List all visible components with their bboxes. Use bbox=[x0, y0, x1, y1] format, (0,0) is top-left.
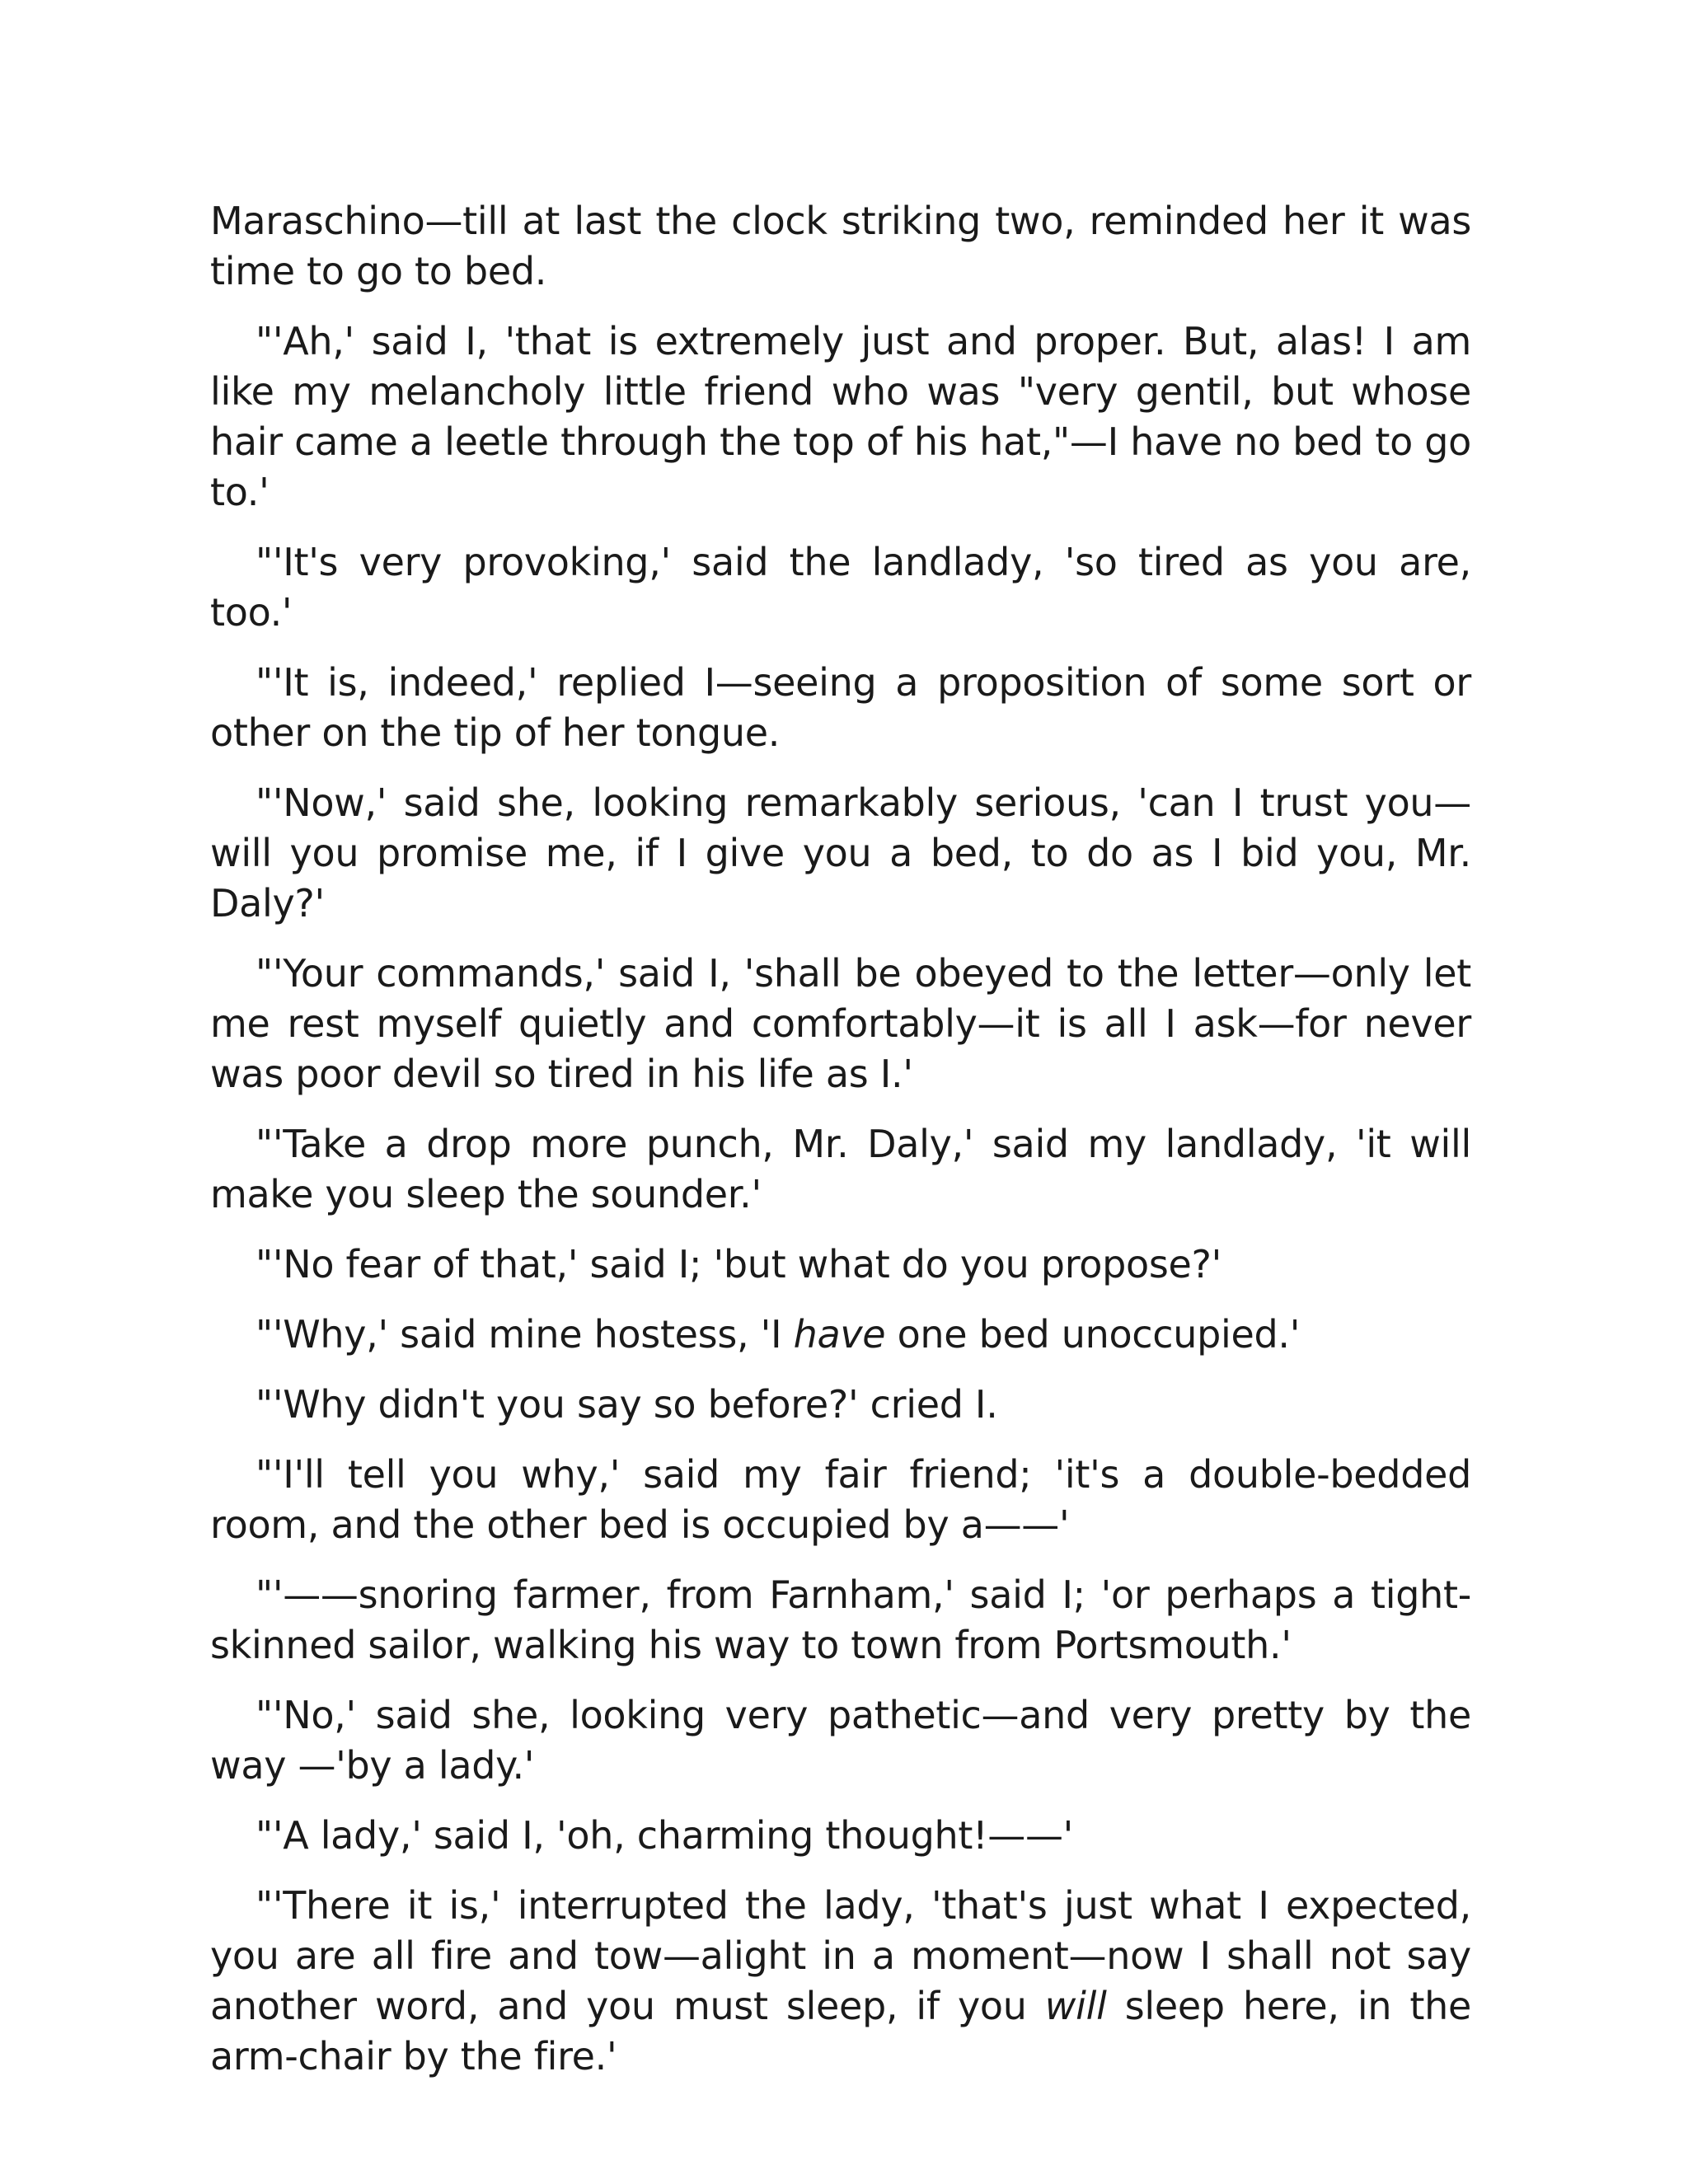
paragraph bbox=[210, 1380, 1471, 1430]
page-body bbox=[210, 196, 1471, 2102]
paragraph bbox=[210, 1811, 1471, 1861]
paragraph bbox=[210, 196, 1471, 297]
paragraph-text: "'Why didn't you say so before?' cried I. bbox=[256, 1382, 998, 1427]
paragraph-text: "'It is, indeed,' replied I—seeing a proposition of some sort or other on the tip of her tongue. bbox=[210, 660, 1471, 755]
paragraph bbox=[210, 537, 1471, 638]
paragraph-text: "'Your commands,' said I, 'shall be obeyed to the letter—only let me rest myself quietly and comfortably—it is all I ask—for never was poor devil so tired in his life as I.' bbox=[210, 951, 1471, 1096]
paragraph-text: "'Why,' said mine hostess, 'I bbox=[256, 1312, 794, 1357]
paragraph bbox=[210, 1240, 1471, 1290]
paragraph-text: Maraschino—till at last the clock striking two, reminded her it was time to go to bed. bbox=[210, 199, 1471, 293]
paragraph bbox=[210, 1881, 1471, 2082]
paragraph bbox=[210, 1119, 1471, 1220]
paragraph-text: sleep here, in the arm-chair by the fire.' bbox=[210, 1984, 1471, 2079]
paragraph-text: "'It's very provoking,' said the landlady, 'so tired as you are, too.' bbox=[210, 540, 1471, 635]
paragraph-text: "'Ah,' said I, 'that is extremely just and proper. But, alas! I am like my melancholy little friend who was "very gentil, but whose hair came a leetle through the top of his hat,"—I have no bed to go to.' bbox=[210, 319, 1471, 514]
paragraph bbox=[210, 949, 1471, 1099]
paragraph-text: "'No fear of that,' said I; 'but what do you propose?' bbox=[256, 1242, 1222, 1286]
paragraph bbox=[210, 778, 1471, 929]
emphasis-text: have bbox=[793, 1312, 886, 1357]
paragraph-text: "'——snoring farmer, from Farnham,' said I; 'or perhaps a tight-skinned sailor, walking his way to town from Portsmouth.' bbox=[210, 1572, 1471, 1667]
paragraph-text: "'A lady,' said I, 'oh, charming thought!——' bbox=[256, 1813, 1073, 1858]
paragraph-text: "'No,' said she, looking very pathetic—and very pretty by the way —'by a lady.' bbox=[210, 1693, 1471, 1788]
paragraph-text: "'I'll tell you why,' said my fair friend; 'it's a double-bedded room, and the other bed is occupied by a——' bbox=[210, 1452, 1471, 1547]
paragraph bbox=[210, 1450, 1471, 1550]
paragraph bbox=[210, 658, 1471, 758]
paragraph-text: "'There it is,' interrupted the lady, 'that's just what I expected, you are all fire and tow—alight in a moment—now I shall not say another word, and you must sleep, if you bbox=[210, 1883, 1471, 2028]
paragraph bbox=[210, 316, 1471, 518]
paragraph bbox=[210, 1690, 1471, 1791]
paragraph-text: one bed unoccupied.' bbox=[885, 1312, 1301, 1357]
emphasis-text: will bbox=[1044, 1984, 1107, 2028]
paragraph-text: "'Now,' said she, looking remarkably serious, 'can I trust you—will you promise me, if I give you a bed, to do as I bid you, Mr. Daly?' bbox=[210, 780, 1471, 926]
paragraph bbox=[210, 1310, 1471, 1360]
paragraph-text: "'Take a drop more punch, Mr. Daly,' said my landlady, 'it will make you sleep the sounder.' bbox=[210, 1122, 1471, 1216]
paragraph bbox=[210, 1570, 1471, 1671]
